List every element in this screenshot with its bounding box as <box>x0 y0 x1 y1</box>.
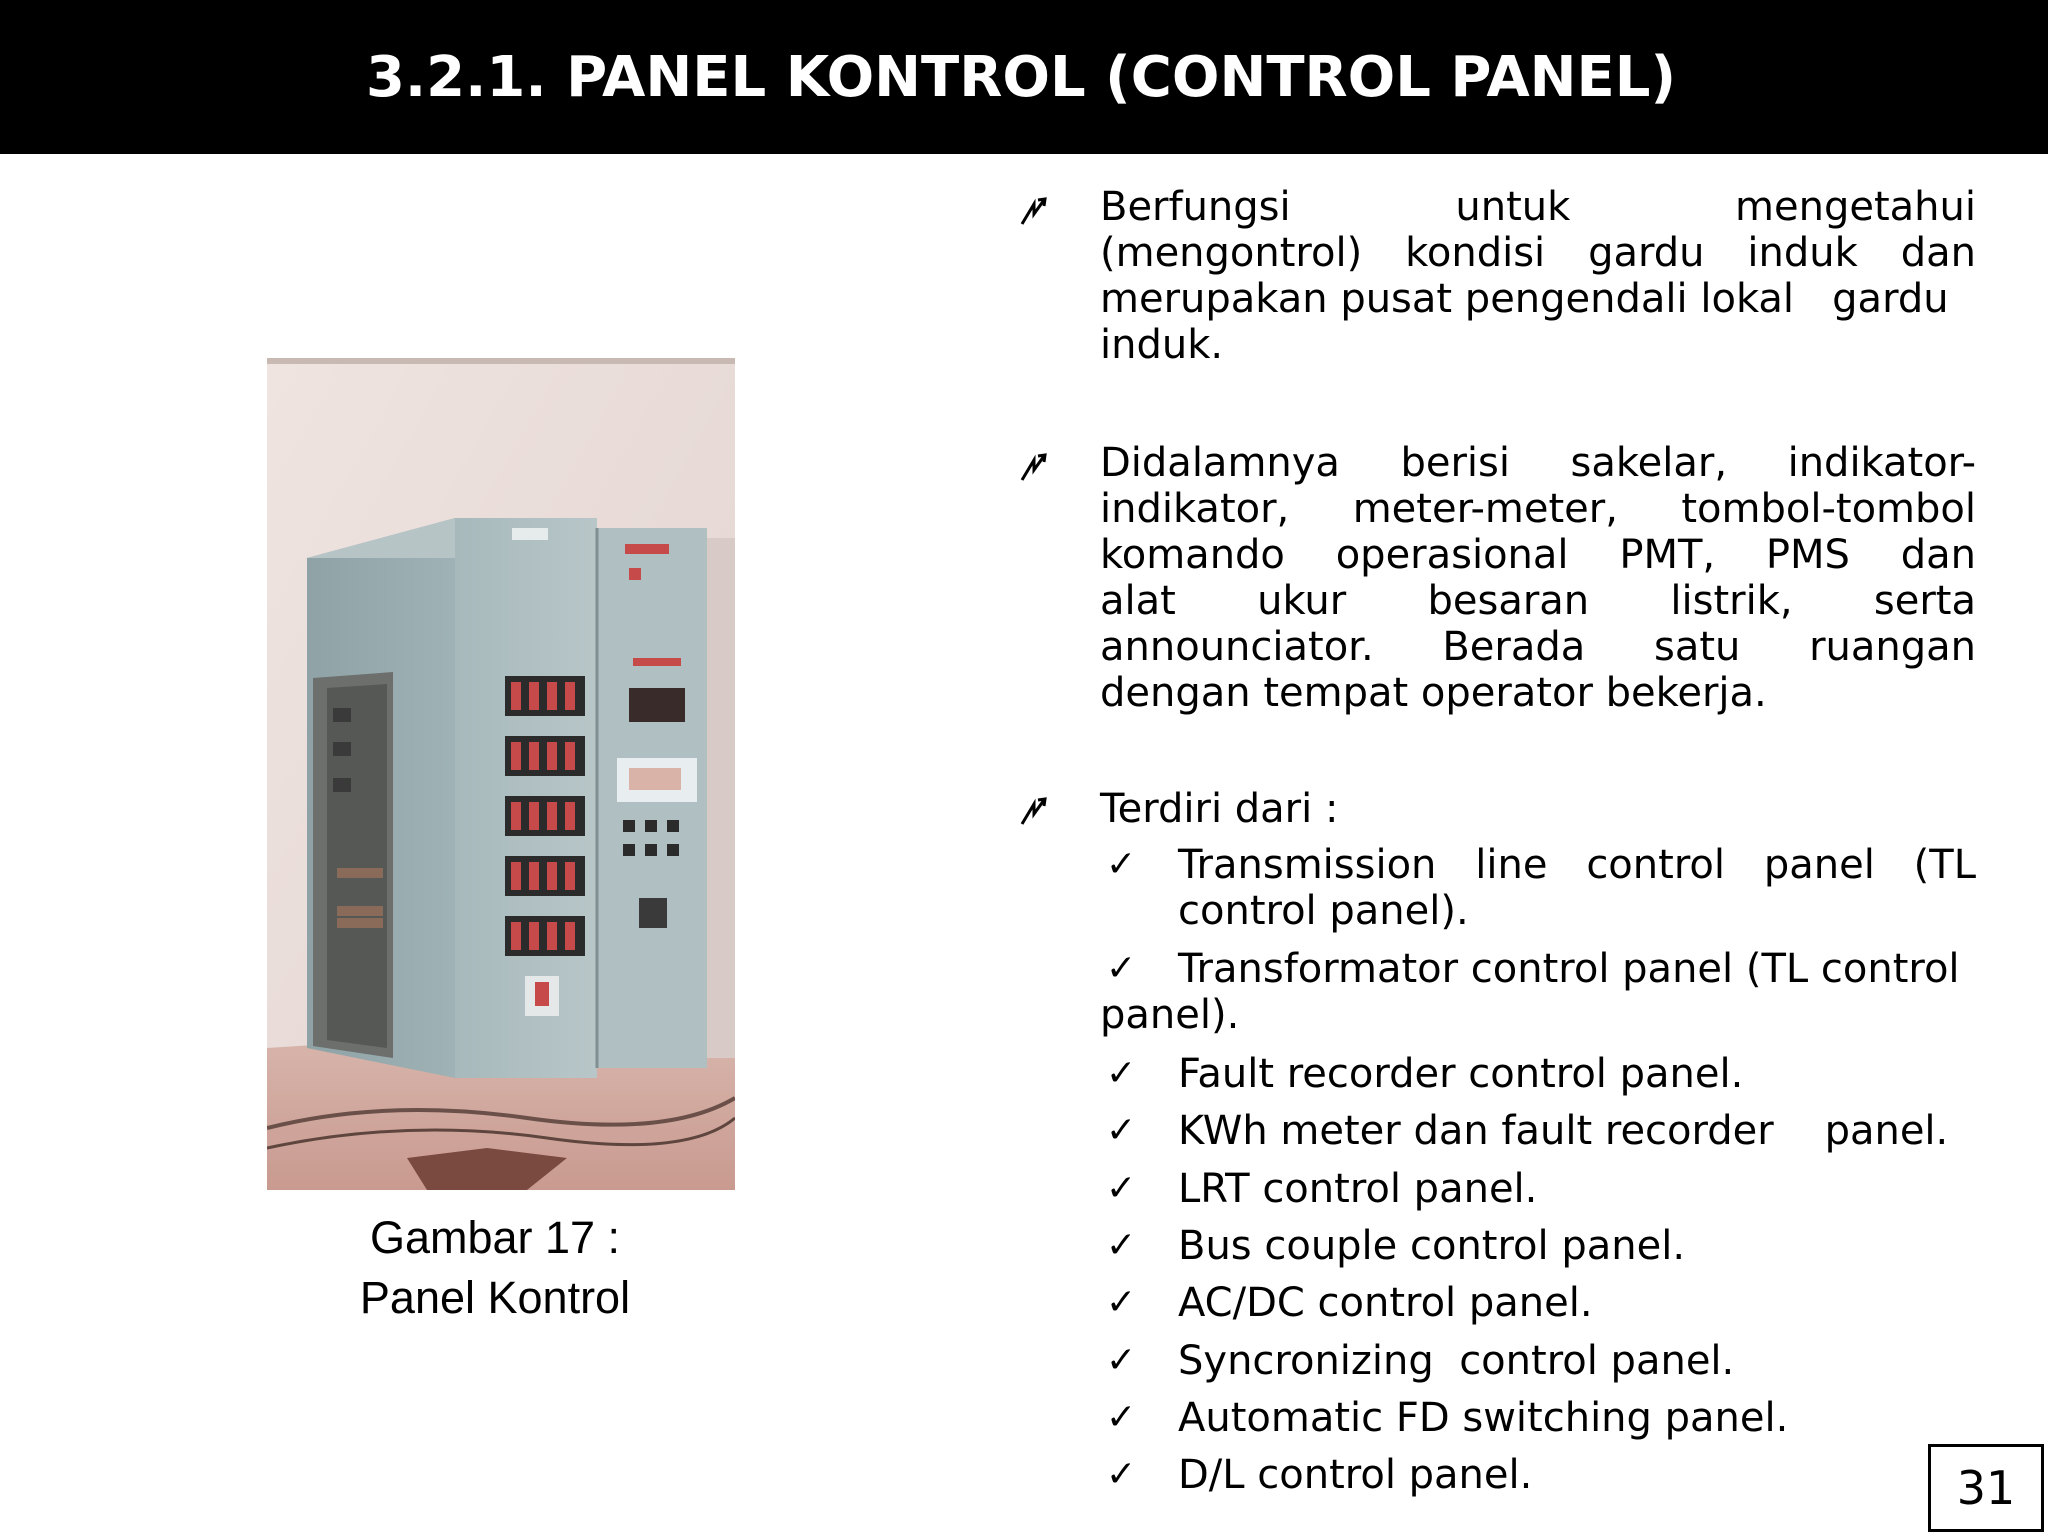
control-panel-photo <box>267 358 735 1190</box>
sub-item-3: Fault recorder control panel. <box>1178 1051 1744 1097</box>
bullet-3-line: Terdiri dari : <box>1100 786 1339 832</box>
sub-item-2-line-1: Transformator control panel (TL control <box>1178 946 1960 992</box>
checkmark-icon: ✓ <box>1106 1053 1137 1094</box>
sub-item-line: control panel). <box>1178 888 1469 934</box>
checkmark-icon: ✓ <box>1106 1397 1137 1438</box>
figure-caption <box>270 1208 720 1328</box>
sub-item-5: LRT control panel. <box>1178 1166 1538 1212</box>
bullet-2-line: indikator, meter-meter, tombol-tombol <box>1100 486 1976 532</box>
lightning-icon <box>1014 194 1050 230</box>
lightning-icon <box>1014 794 1050 830</box>
page-number <box>1928 1444 2044 1532</box>
checkmark-icon: ✓ <box>1106 1454 1137 1495</box>
sub-item-2-line-2: panel). <box>1100 992 1240 1038</box>
bullet-2-line: announciator. Berada satu ruangan <box>1100 624 1976 670</box>
bullet-2-line: komando operasional PMT, PMS dan <box>1100 532 1976 578</box>
checkmark-icon: ✓ <box>1106 1168 1137 1209</box>
bullet-1-line: Berfungsi untuk mengetahui <box>1100 184 1976 230</box>
bullet-2-line: Didalamnya berisi sakelar, indikator- <box>1100 440 1976 486</box>
sub-item-8: Syncronizing control panel. <box>1178 1338 1735 1384</box>
checkmark-icon: ✓ <box>1106 844 1137 885</box>
title-bar <box>0 0 2048 154</box>
bullet-1 <box>1100 184 1976 368</box>
lightning-icon <box>1014 450 1050 486</box>
sub-item-line: Transmission line control panel (TL <box>1178 842 1976 888</box>
checkmark-icon: ✓ <box>1106 1282 1137 1323</box>
bullet-1-line: induk. <box>1100 322 1224 368</box>
checkmark-icon: ✓ <box>1106 948 1137 989</box>
bullet-2-line: alat ukur besaran listrik, serta <box>1100 578 1976 624</box>
sub-item-4: KWh meter dan fault recorder panel. <box>1178 1108 1949 1154</box>
checkmark-icon: ✓ <box>1106 1110 1137 1151</box>
sub-item-1 <box>1178 842 1976 934</box>
sub-item-7: AC/DC control panel. <box>1178 1280 1593 1326</box>
checkmark-icon: ✓ <box>1106 1340 1137 1381</box>
caption-line-1: Gambar 17 : <box>369 1212 621 1263</box>
page-title: 3.2.1. PANEL KONTROL (CONTROL PANEL) <box>365 44 1677 110</box>
bullet-3 <box>1100 786 1976 832</box>
sub-item-6: Bus couple control panel. <box>1178 1223 1686 1269</box>
sub-item-10: D/L control panel. <box>1178 1452 1533 1498</box>
caption-line-2: Panel Kontrol <box>359 1272 631 1323</box>
bullet-2 <box>1100 440 1976 716</box>
checkmark-icon: ✓ <box>1106 1225 1137 1266</box>
bullet-1-line: merupakan pusat pengendali lokal gardu <box>1100 276 1949 322</box>
sub-item-9: Automatic FD switching panel. <box>1178 1395 1789 1441</box>
bullet-2-line: dengan tempat operator bekerja. <box>1100 670 1767 716</box>
bullet-1-line: (mengontrol) kondisi gardu induk dan <box>1100 230 1976 276</box>
page-number-text: 31 <box>1956 1461 2016 1515</box>
